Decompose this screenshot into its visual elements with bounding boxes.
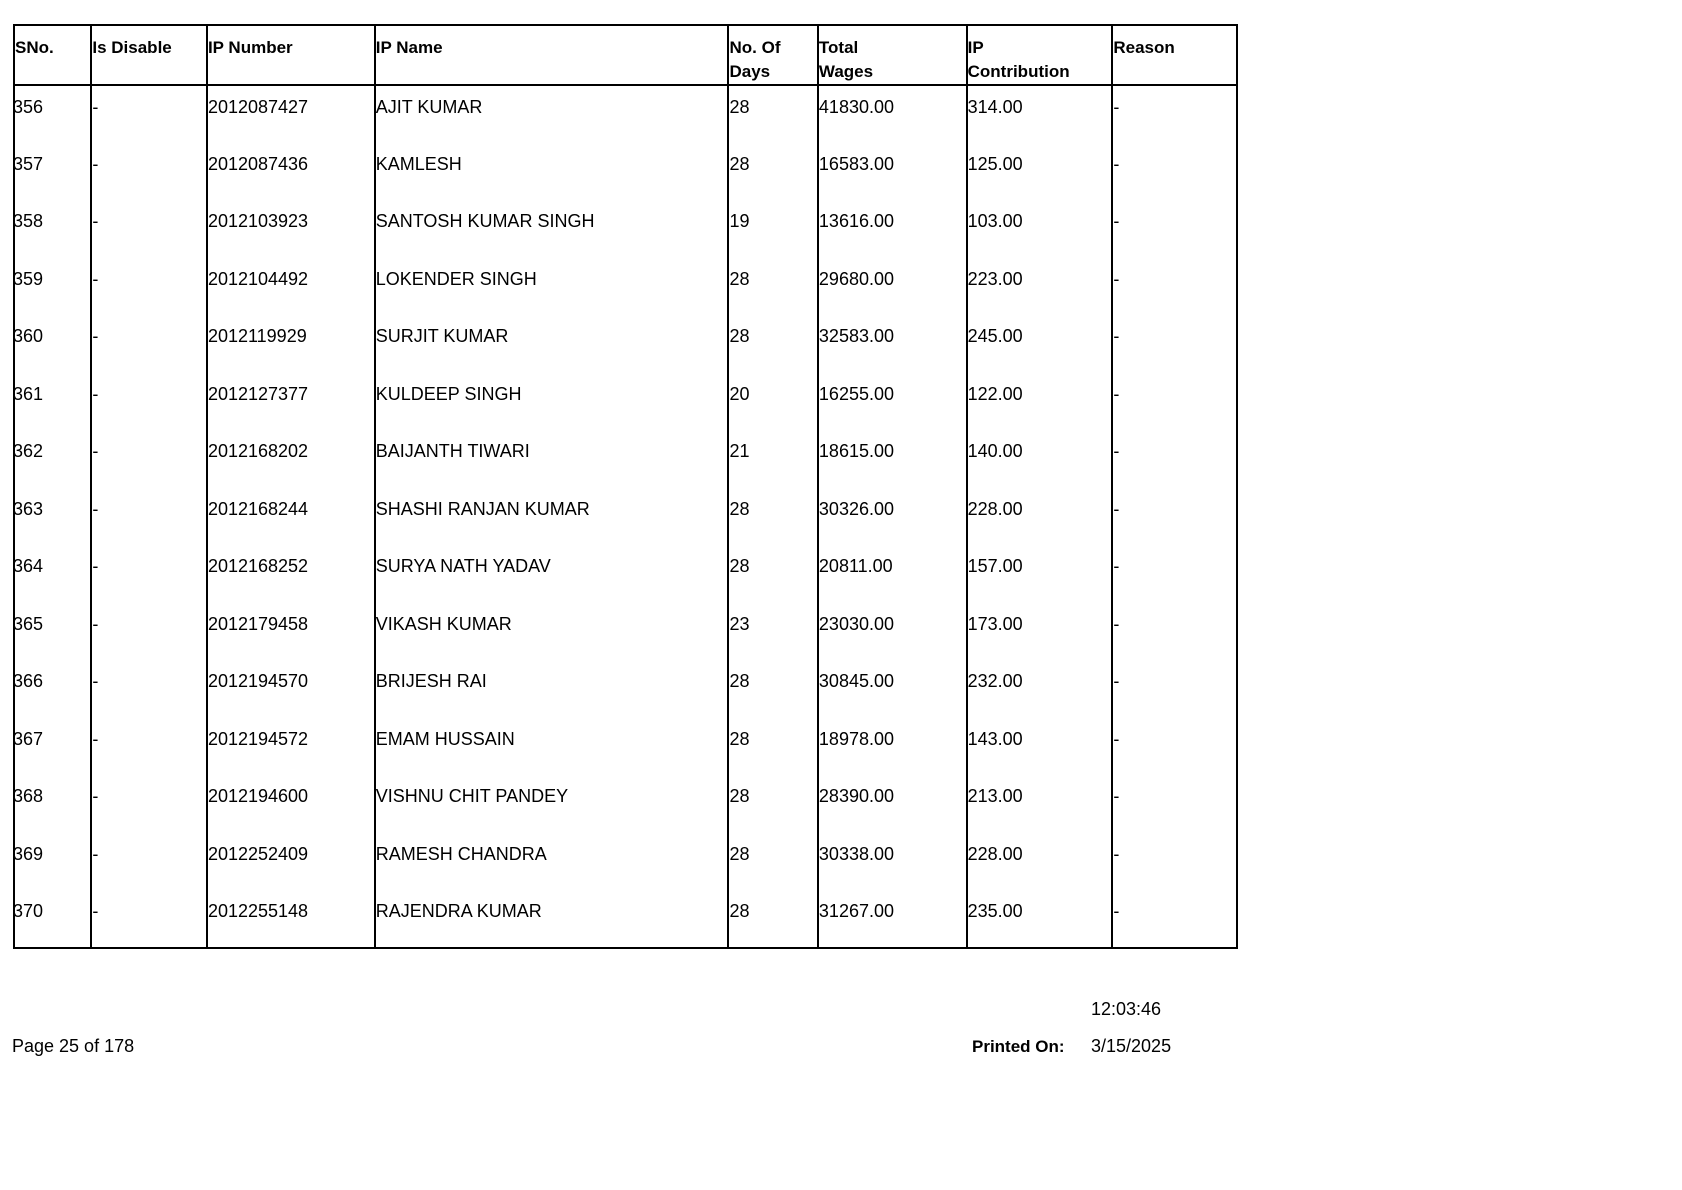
cell-ip-number: 2012194572 xyxy=(207,718,375,776)
cell-ip-contribution: 232.00 xyxy=(967,660,1113,718)
column-header-ip-name xyxy=(375,25,729,85)
printed-date: 3/15/2025 xyxy=(1091,1036,1172,1056)
column-header-sno-label: SNo. xyxy=(15,38,54,57)
cell-sno: 370 xyxy=(14,890,91,948)
column-header-days xyxy=(728,25,817,85)
cell-total-wages: 23030.00 xyxy=(818,603,967,661)
cell-days: 28 xyxy=(728,85,817,143)
column-header-total-wages-label: Total Wages xyxy=(818,38,874,81)
cell-ip-contribution: 122.00 xyxy=(967,373,1113,431)
cell-ip-number: 2012087436 xyxy=(207,143,375,201)
column-header-ip-contribution-label: IP Contribution xyxy=(967,38,1070,81)
cell-days: 20 xyxy=(728,373,817,431)
table-body xyxy=(14,85,1237,948)
cell-is-disable: - xyxy=(91,143,207,201)
cell-ip-name: EMAM HUSSAIN xyxy=(375,718,729,776)
column-header-ip-name-label: IP Name xyxy=(375,38,443,57)
cell-sno: 364 xyxy=(14,545,91,603)
cell-is-disable: - xyxy=(91,775,207,833)
table-row xyxy=(14,85,1237,143)
cell-ip-name: KAMLESH xyxy=(375,143,729,201)
cell-sno: 356 xyxy=(14,85,91,143)
cell-sno: 363 xyxy=(14,488,91,546)
cell-sno: 360 xyxy=(14,315,91,373)
cell-reason: - xyxy=(1112,85,1237,143)
cell-ip-name: SURJIT KUMAR xyxy=(375,315,729,373)
cell-reason: - xyxy=(1112,143,1237,201)
cell-ip-number: 2012119929 xyxy=(207,315,375,373)
cell-ip-number: 2012168244 xyxy=(207,488,375,546)
cell-reason: - xyxy=(1112,430,1237,488)
cell-ip-contribution: 103.00 xyxy=(967,200,1113,258)
cell-total-wages: 31267.00 xyxy=(818,890,967,948)
cell-ip-number: 2012252409 xyxy=(207,833,375,891)
cell-total-wages: 28390.00 xyxy=(818,775,967,833)
cell-is-disable: - xyxy=(91,833,207,891)
cell-days: 28 xyxy=(728,718,817,776)
cell-reason: - xyxy=(1112,488,1237,546)
cell-ip-number: 2012127377 xyxy=(207,373,375,431)
cell-total-wages: 16255.00 xyxy=(818,373,967,431)
cell-total-wages: 30326.00 xyxy=(818,488,967,546)
cell-reason: - xyxy=(1112,660,1237,718)
cell-reason: - xyxy=(1112,258,1237,316)
column-header-reason xyxy=(1112,25,1237,85)
cell-ip-number: 2012168202 xyxy=(207,430,375,488)
cell-ip-contribution: 143.00 xyxy=(967,718,1113,776)
table-row xyxy=(14,890,1237,948)
cell-reason: - xyxy=(1112,718,1237,776)
cell-days: 23 xyxy=(728,603,817,661)
cell-ip-number: 2012255148 xyxy=(207,890,375,948)
page-number: Page 25 of 178 xyxy=(12,1036,135,1056)
cell-total-wages: 20811.00 xyxy=(818,545,967,603)
cell-days: 28 xyxy=(728,660,817,718)
cell-days: 28 xyxy=(728,258,817,316)
cell-ip-number: 2012179458 xyxy=(207,603,375,661)
table-row xyxy=(14,373,1237,431)
cell-days: 19 xyxy=(728,200,817,258)
cell-days: 28 xyxy=(728,315,817,373)
cell-ip-name: SANTOSH KUMAR SINGH xyxy=(375,200,729,258)
cell-ip-name: BRIJESH RAI xyxy=(375,660,729,718)
cell-ip-number: 2012104492 xyxy=(207,258,375,316)
cell-ip-contribution: 245.00 xyxy=(967,315,1113,373)
printed-on-label: Printed On: xyxy=(972,1037,1065,1056)
column-header-is-disable-label: Is Disable xyxy=(92,38,172,57)
cell-is-disable: - xyxy=(91,890,207,948)
table-row xyxy=(14,143,1237,201)
cell-is-disable: - xyxy=(91,258,207,316)
cell-ip-contribution: 140.00 xyxy=(967,430,1113,488)
column-header-ip-number-label: IP Number xyxy=(207,38,293,57)
cell-is-disable: - xyxy=(91,660,207,718)
cell-sno: 358 xyxy=(14,200,91,258)
cell-ip-name: RAJENDRA KUMAR xyxy=(375,890,729,948)
cell-total-wages: 16583.00 xyxy=(818,143,967,201)
column-header-ip-number xyxy=(207,25,375,85)
cell-ip-contribution: 314.00 xyxy=(967,85,1113,143)
table-row xyxy=(14,833,1237,891)
cell-sno: 357 xyxy=(14,143,91,201)
cell-ip-name: LOKENDER SINGH xyxy=(375,258,729,316)
table-row xyxy=(14,430,1237,488)
cell-ip-contribution: 223.00 xyxy=(967,258,1113,316)
cell-days: 28 xyxy=(728,833,817,891)
cell-sno: 362 xyxy=(14,430,91,488)
cell-reason: - xyxy=(1112,315,1237,373)
cell-ip-contribution: 125.00 xyxy=(967,143,1113,201)
cell-days: 28 xyxy=(728,545,817,603)
cell-total-wages: 41830.00 xyxy=(818,85,967,143)
column-header-reason-label: Reason xyxy=(1113,38,1175,57)
table-row xyxy=(14,603,1237,661)
cell-ip-name: RAMESH CHANDRA xyxy=(375,833,729,891)
cell-ip-contribution: 157.00 xyxy=(967,545,1113,603)
cell-ip-contribution: 213.00 xyxy=(967,775,1113,833)
cell-ip-name: VIKASH KUMAR xyxy=(375,603,729,661)
cell-days: 28 xyxy=(728,143,817,201)
cell-ip-name: SURYA NATH YADAV xyxy=(375,545,729,603)
report-table xyxy=(13,24,1238,949)
column-header-ip-contribution xyxy=(967,25,1113,85)
cell-total-wages: 30845.00 xyxy=(818,660,967,718)
cell-ip-number: 2012103923 xyxy=(207,200,375,258)
cell-ip-number: 2012087427 xyxy=(207,85,375,143)
cell-days: 21 xyxy=(728,430,817,488)
table-row xyxy=(14,775,1237,833)
cell-sno: 366 xyxy=(14,660,91,718)
cell-ip-name: SHASHI RANJAN KUMAR xyxy=(375,488,729,546)
cell-total-wages: 18615.00 xyxy=(818,430,967,488)
cell-total-wages: 32583.00 xyxy=(818,315,967,373)
table-row xyxy=(14,718,1237,776)
cell-ip-name: AJIT KUMAR xyxy=(375,85,729,143)
cell-reason: - xyxy=(1112,890,1237,948)
cell-total-wages: 18978.00 xyxy=(818,718,967,776)
cell-days: 28 xyxy=(728,775,817,833)
cell-ip-contribution: 173.00 xyxy=(967,603,1113,661)
cell-days: 28 xyxy=(728,890,817,948)
cell-ip-name: KULDEEP SINGH xyxy=(375,373,729,431)
cell-is-disable: - xyxy=(91,315,207,373)
cell-ip-contribution: 228.00 xyxy=(967,488,1113,546)
column-header-days-label: No. Of Days xyxy=(729,38,781,81)
table-row xyxy=(14,315,1237,373)
table-row xyxy=(14,545,1237,603)
column-header-is-disable xyxy=(91,25,207,85)
table-row xyxy=(14,200,1237,258)
cell-reason: - xyxy=(1112,545,1237,603)
cell-is-disable: - xyxy=(91,545,207,603)
table-row xyxy=(14,258,1237,316)
cell-ip-number: 2012194570 xyxy=(207,660,375,718)
cell-days: 28 xyxy=(728,488,817,546)
cell-total-wages: 29680.00 xyxy=(818,258,967,316)
printed-time: 12:03:46 xyxy=(1091,999,1162,1019)
cell-reason: - xyxy=(1112,603,1237,661)
cell-reason: - xyxy=(1112,833,1237,891)
cell-is-disable: - xyxy=(91,85,207,143)
cell-sno: 359 xyxy=(14,258,91,316)
cell-sno: 367 xyxy=(14,718,91,776)
cell-ip-name: BAIJANTH TIWARI xyxy=(375,430,729,488)
cell-reason: - xyxy=(1112,373,1237,431)
cell-ip-name: VISHNU CHIT PANDEY xyxy=(375,775,729,833)
cell-reason: - xyxy=(1112,775,1237,833)
cell-is-disable: - xyxy=(91,373,207,431)
table-row xyxy=(14,660,1237,718)
cell-ip-contribution: 228.00 xyxy=(967,833,1113,891)
cell-total-wages: 30338.00 xyxy=(818,833,967,891)
cell-sno: 368 xyxy=(14,775,91,833)
cell-is-disable: - xyxy=(91,200,207,258)
cell-is-disable: - xyxy=(91,488,207,546)
cell-is-disable: - xyxy=(91,603,207,661)
cell-ip-contribution: 235.00 xyxy=(967,890,1113,948)
cell-total-wages: 13616.00 xyxy=(818,200,967,258)
cell-reason: - xyxy=(1112,200,1237,258)
cell-ip-number: 2012194600 xyxy=(207,775,375,833)
header-row xyxy=(14,25,1237,85)
cell-sno: 365 xyxy=(14,603,91,661)
cell-is-disable: - xyxy=(91,718,207,776)
column-header-total-wages xyxy=(818,25,967,85)
cell-is-disable: - xyxy=(91,430,207,488)
cell-ip-number: 2012168252 xyxy=(207,545,375,603)
cell-sno: 361 xyxy=(14,373,91,431)
column-header-sno xyxy=(14,25,91,85)
cell-sno: 369 xyxy=(14,833,91,891)
table-row xyxy=(14,488,1237,546)
